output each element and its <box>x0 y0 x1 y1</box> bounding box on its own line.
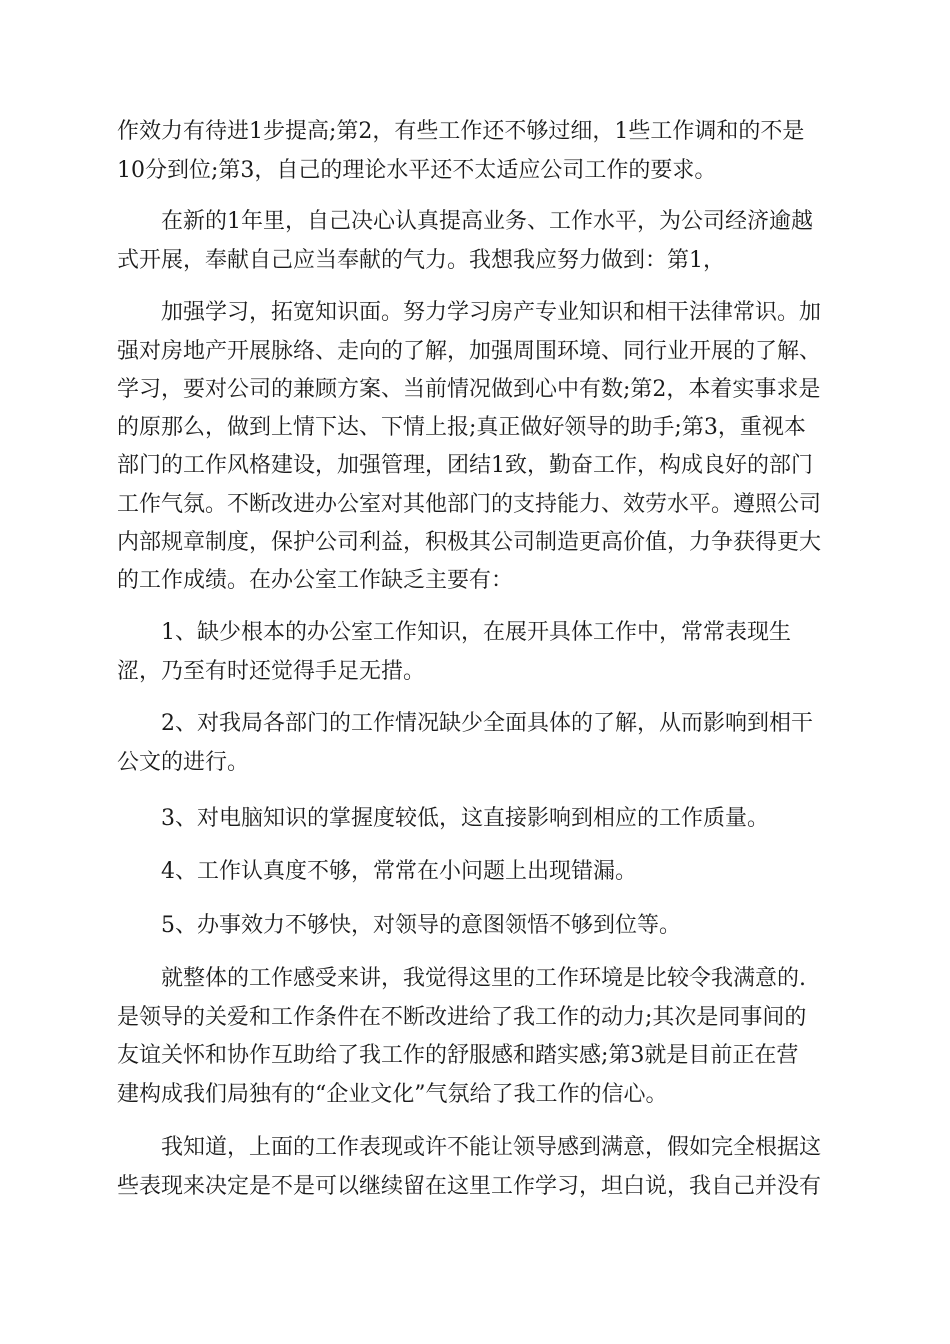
paragraph-1-line-1: 作效力有待进1步提高;第2，有些工作还不够过细，1些工作调和的不是 <box>117 119 805 144</box>
paragraph-2-line-2: 式开展，奉献自己应当奉献的气力。我想我应努力做到：第1， <box>117 248 725 273</box>
paragraph-3-line-5: 部门的工作风格建设，加强管理，团结1致，勤奋工作，构成良好的部门 <box>117 453 813 478</box>
paragraph-5-line-1: 2、对我局各部门的工作情况缺少全面具体的了解，从而影响到相干 <box>161 711 813 736</box>
paragraph-3-line-4: 的原那么，做到上情下达、下情上报;真正做好领导的助手;第3，重视本 <box>117 415 806 440</box>
paragraph-3-line-3: 学习，要对公司的兼顾方案、当前情况做到心中有数;第2，本着实事求是 <box>117 377 821 402</box>
paragraph-9-line-4: 建构成我们局独有的“企业文化”气氛给了我工作的信心。 <box>117 1082 668 1107</box>
paragraph-3-line-7: 内部规章制度，保护公司利益，积极其公司制造更高价值，力争获得更大 <box>117 530 822 555</box>
paragraph-5-line-2: 公文的进行。 <box>117 750 250 775</box>
paragraph-4-line-1: 1、缺少根本的办公室工作知识，在展开具体工作中，常常表现生 <box>161 620 791 645</box>
paragraph-8-line-1: 5、办事效力不够快，对领导的意图领悟不够到位等。 <box>161 913 681 938</box>
paragraph-10-line-1: 我知道，上面的工作表现或许不能让领导感到满意，假如完全根据这 <box>161 1135 822 1160</box>
paragraph-3-line-6: 工作气氛。不断改进办公室对其他部门的支持能力、效劳水平。遵照公司 <box>117 492 822 517</box>
paragraph-9-line-1: 就整体的工作感受来讲，我觉得这里的工作环境是比较令我满意的. <box>161 966 806 991</box>
paragraph-2-line-1: 在新的1年里，自己决心认真提高业务、工作水平，为公司经济逾越 <box>161 209 813 234</box>
paragraph-9-line-3: 友谊关怀和协作互助给了我工作的舒服感和踏实感;第3就是目前正在营 <box>117 1043 799 1068</box>
paragraph-3-line-1: 加强学习，拓宽知识面。努力学习房产专业知识和相干法律常识。加 <box>161 300 822 325</box>
paragraph-6-line-1: 3、对电脑知识的掌握度较低，这直接影响到相应的工作质量。 <box>161 806 769 831</box>
paragraph-3-line-2: 强对房地产开展脉络、走向的了解，加强周围环境、同行业开展的了解、 <box>117 339 822 364</box>
paragraph-10-line-2: 些表现来决定是不是可以继续留在这里工作学习，坦白说，我自己并没有 <box>117 1174 822 1199</box>
paragraph-9-line-2: 是领导的关爱和工作条件在不断改进给了我工作的动力;其次是同事间的 <box>117 1005 807 1030</box>
paragraph-7-line-1: 4、工作认真度不够，常常在小问题上出现错漏。 <box>161 859 637 884</box>
paragraph-1-line-2: 10分到位;第3，自己的理论水平还不太适应公司工作的要求。 <box>117 158 717 183</box>
paragraph-4-line-2: 涩，乃至有时还觉得手足无措。 <box>117 659 426 684</box>
paragraph-3-line-8: 的工作成绩。在办公室工作缺乏主要有： <box>117 568 514 593</box>
